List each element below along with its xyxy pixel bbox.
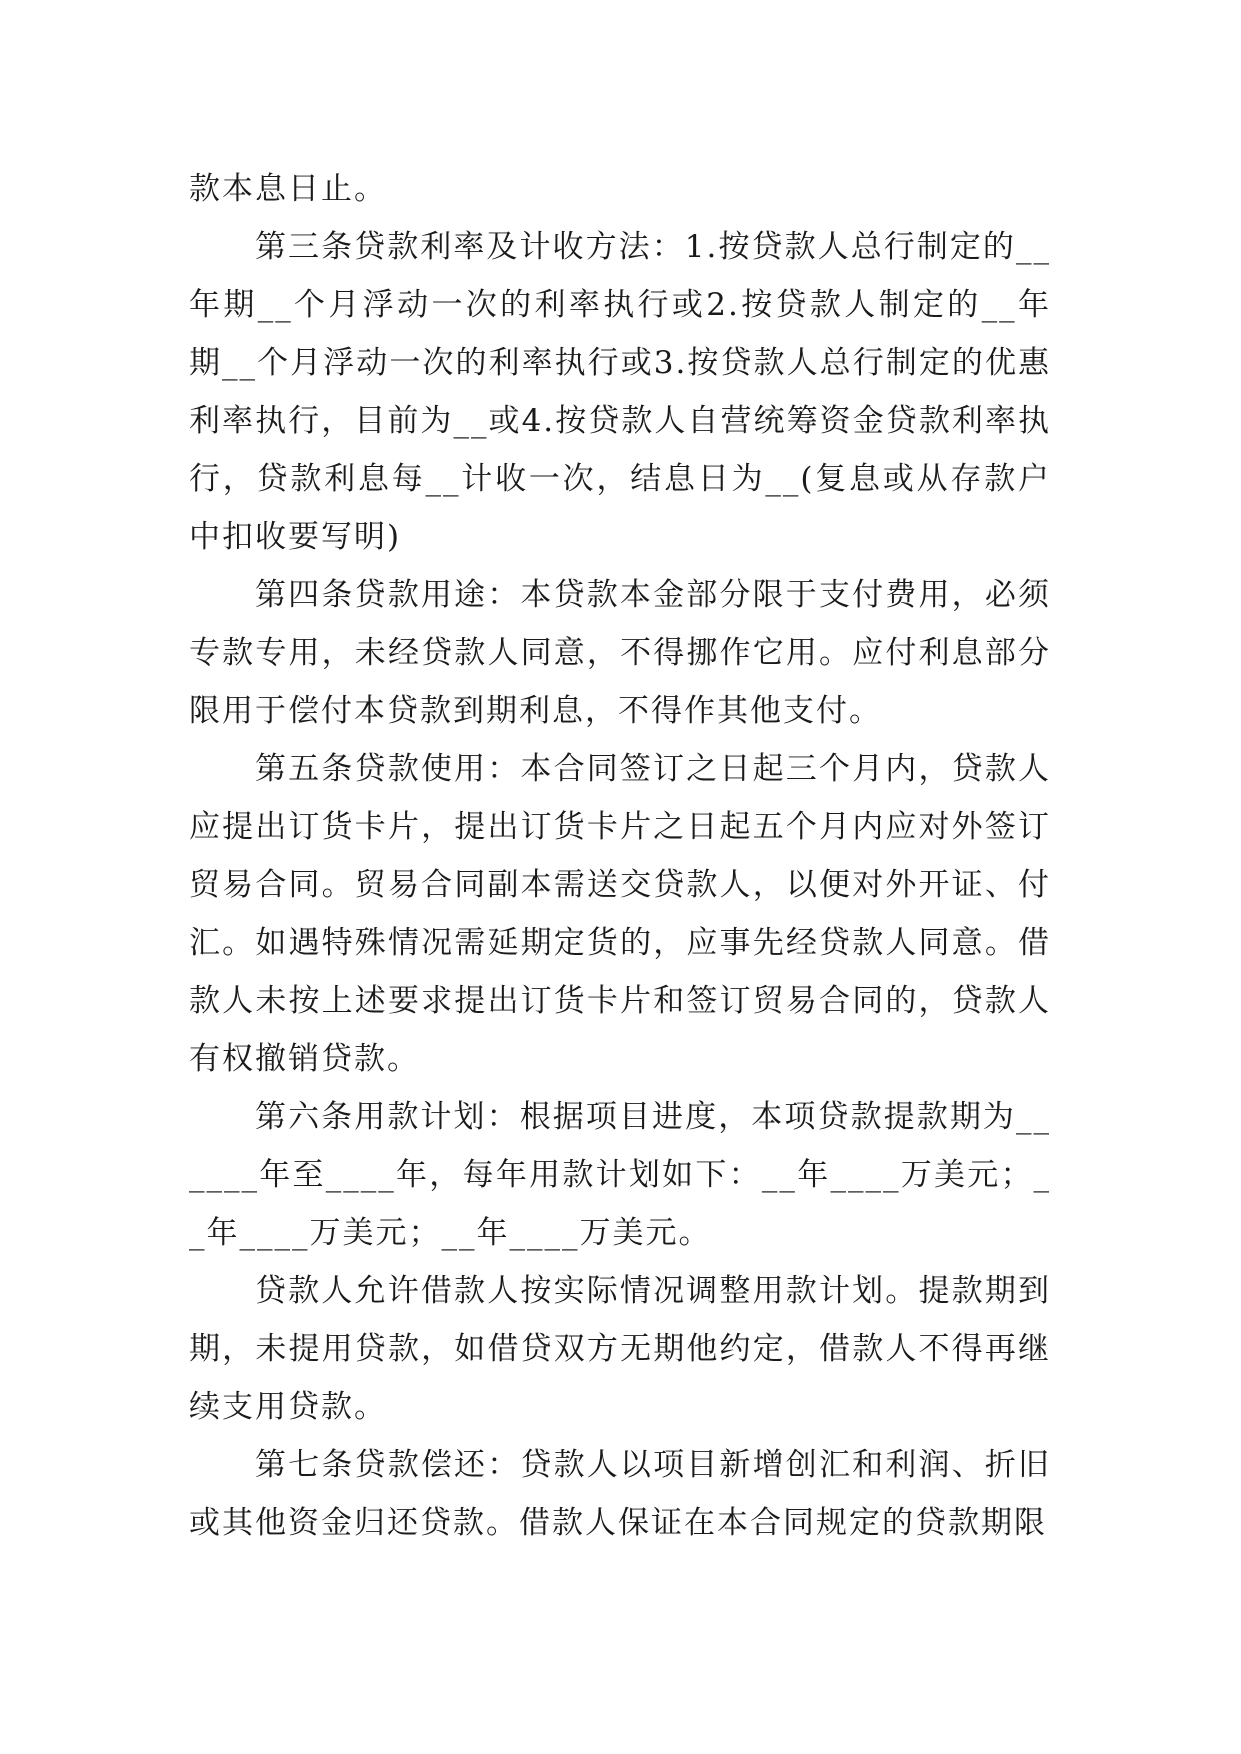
paragraph-article-6: 第六条用款计划：根据项目进度，本项贷款提款期为______年至____年，每年用款计划如下：__年____万美元；__年____万美元；__年____万美元。 — [189, 1099, 1051, 1251]
paragraph-plan-adjustment: 贷款人允许借款人按实际情况调整用款计划。提款期到期，未提用贷款，如借贷双方无期他约定，借款人不得再继续支用贷款。 — [189, 1273, 1051, 1425]
paragraph-article-3: 第三条贷款利率及计收方法：1.按贷款人总行制定的__年期__个月浮动一次的利率执行或2.按贷款人制定的__年期__个月浮动一次的利率执行或3.按贷款人总行制定的优惠利率执行，目前为__或4.按贷款人自营统筹资金贷款利率执行，贷款利息每__计收一次，结息日为__(复息或从存款户中扣收要写明) — [189, 229, 1051, 555]
paragraph-article-5: 第五条贷款使用：本合同签订之日起三个月内，贷款人应提出订货卡片，提出订货卡片之日起五个月内应对外签订贸易合同。贸易合同副本需送交贷款人，以便对外开证、付汇。如遇特殊情况需延期定货的，应事先经贷款人同意。借款人未按上述要求提出订货卡片和签订贸易合同的，贷款人有权撤销贷款。 — [189, 751, 1051, 1077]
paragraph-article-4: 第四条贷款用途：本贷款本金部分限于支付费用，必须专款专用，未经贷款人同意，不得挪作它用。应付利息部分限用于偿付本贷款到期利息，不得作其他支付。 — [189, 577, 1051, 729]
paragraph-article-7: 第七条贷款偿还：贷款人以项目新增创汇和利润、折旧或其他资金归还贷款。借款人保证在本合同规定的贷款期限 — [189, 1447, 1051, 1541]
document-body — [189, 160, 1051, 1552]
paragraph-1: 款本息日止。 — [189, 171, 387, 207]
